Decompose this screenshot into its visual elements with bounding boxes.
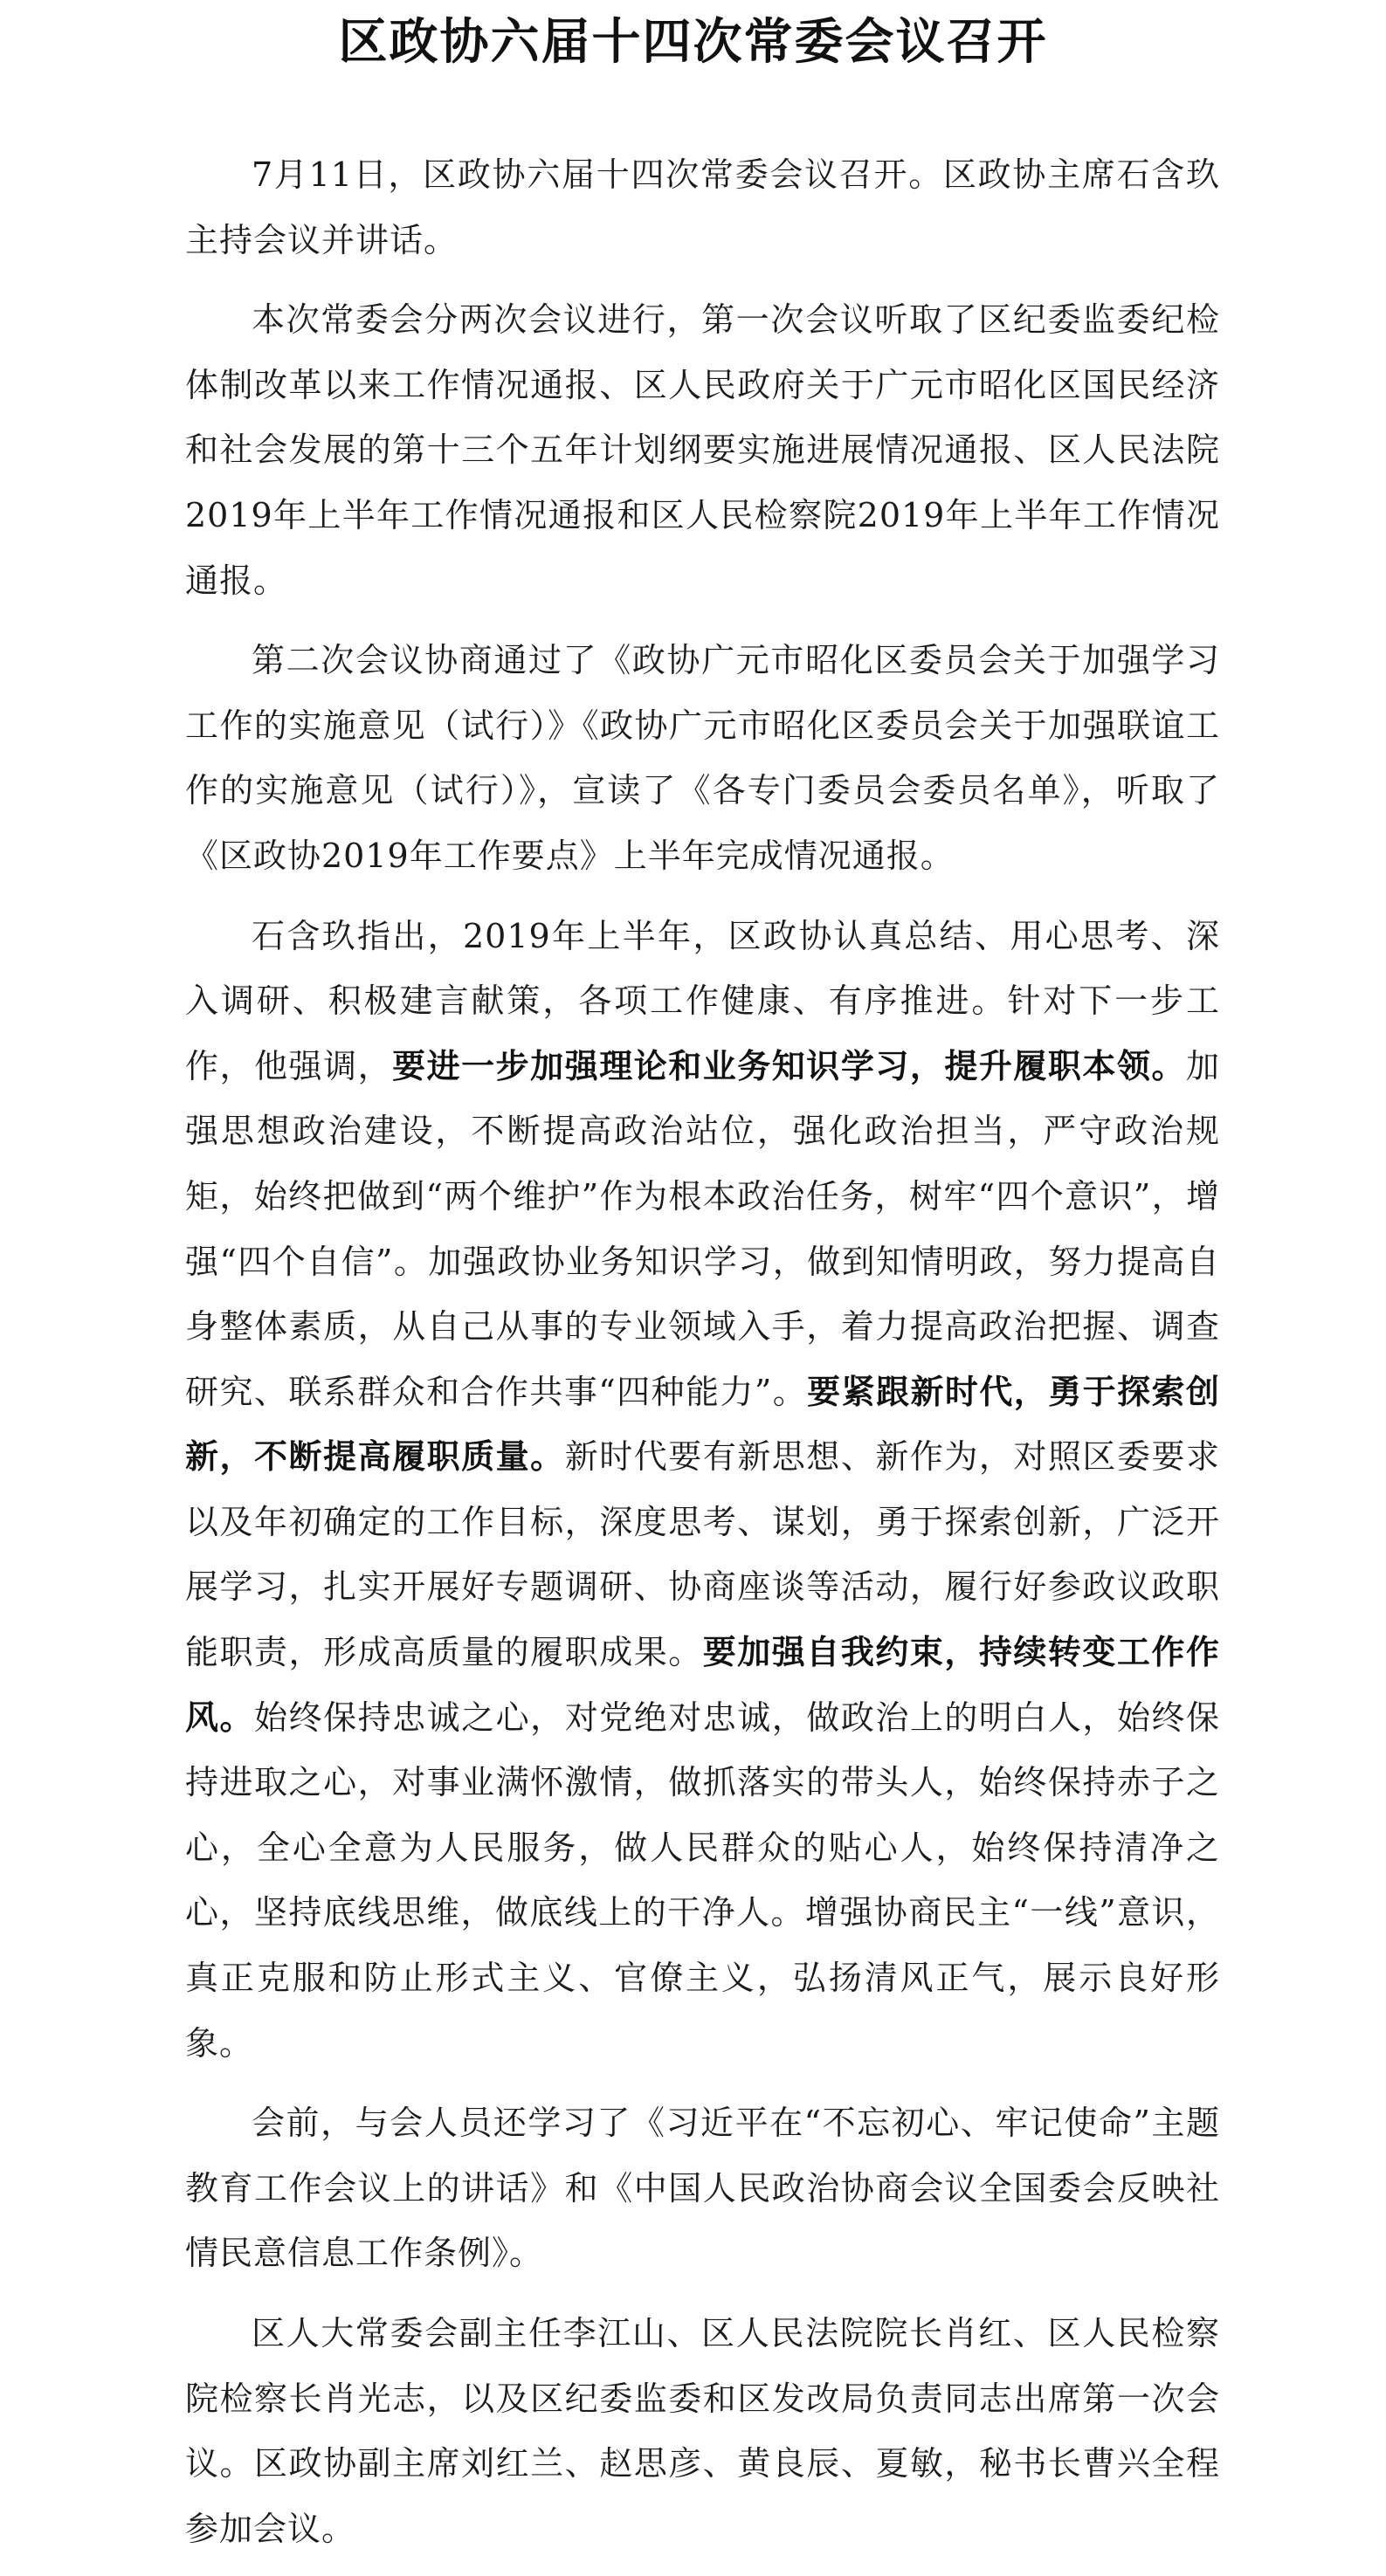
paragraph-4-detail-2: 新时代要有新思想、新作为，对照区委要求以及年初确定的工作目标，深度思考、谋划，勇于探索创新，广泛开展学习，扎实开展好专题调研、协商座谈等活动，履行好参政议政职能职责，形成高质量的履职成果。 — [185, 1437, 1220, 1672]
paragraph-1-text: 7月11日，区政协六届十四次常委会议召开。区政协主席石含玖主持会议并讲话。 — [185, 155, 1220, 259]
article-title: 区政协六届十四次常委会议召开 — [338, 13, 1048, 71]
paragraph-5 — [185, 2090, 1220, 2286]
paragraph-4-detail-3: 始终保持忠诚之心，对党绝对忠诚，做政治上的明白人，始终保持进取之心，对事业满怀激情，做抓落实的带头人，始终保持赤子之心，全心全意为人民服务，做人民群众的贴心人，始终保持清净之心，坚持底线思维，做底线上的干净人。增强协商民主“一线”意识，真正克服和防止形式主义、官僚主义，弘扬清风正气，展示良好形象。 — [185, 1698, 1220, 2063]
paragraph-3-text: 第二次会议协商通过了《政协广元市昭化区委员会关于加强学习工作的实施意见（试行）》《政协广元市昭化区委员会关于加强联谊工作的实施意见（试行）》，宣读了《各专门委员会委员名单》，听取了《区政协2019年工作要点》上半年完成情况通报。 — [185, 641, 1220, 875]
paragraph-2 — [185, 287, 1220, 613]
emphasis-study-capability: 要进一步加强理论和业务知识学习，提升履职本领。 — [392, 1045, 1186, 1085]
article-body — [185, 142, 1220, 2576]
paragraph-1 — [185, 142, 1220, 272]
paragraph-6-text: 区人大常委会副主任李江山、区人民法院院长肖红、区人民检察院检察长肖光志，以及区纪委监委和区发改局负责同志出席第一次会议。区政协副主席刘红兰、赵思彦、黄良辰、夏敏，秘书长曹兴全程参加会议。 — [185, 2314, 1220, 2548]
paragraph-2-text: 本次常委会分两次会议进行，第一次会议听取了区纪委监委纪检体制改革以来工作情况通报、区人民政府关于广元市昭化区国民经济和社会发展的第十三个五年计划纲要实施进展情况通报、区人民法院2019年上半年工作情况通报和区人民检察院2019年上半年工作情况通报。 — [185, 300, 1220, 600]
paragraph-4-intro: 石含玖指出，2019年上半年，区政协认真总结、用心思考、深入调研、积极建言献策，各项工作健康、有序推进。针对下一步工作，他强调， — [185, 916, 1220, 1085]
emphasis-self-discipline: 要加强自我约束，持续转变工作作风。 — [185, 1632, 1220, 1737]
paragraph-4-detail-1: 加强思想政治建设，不断提高政治站位，强化政治担当，严守政治规矩，始终把做到“两个维护”作为根本政治任务，树牢“四个意识”，增强“四个自信”。加强政协业务知识学习，做到知情明政，努力提高自身整体素质，从自己从事的专业领域入手，着力提高政治把握、调查研究、联系群众和合作共事“四种能力”。 — [185, 1046, 1220, 1411]
paragraph-4 — [185, 904, 1220, 2077]
paragraph-3 — [185, 628, 1220, 888]
emphasis-innovation: 要紧跟新时代，勇于探索创新，不断提高履职质量。 — [185, 1371, 1220, 1477]
paragraph-6 — [185, 2301, 1220, 2561]
paragraph-5-text: 会前，与会人员还学习了《习近平在“不忘初心、牢记使命”主题教育工作会议上的讲话》和《中国人民政治协商会议全国委会反映社情民意信息工作条例》。 — [185, 2104, 1220, 2273]
